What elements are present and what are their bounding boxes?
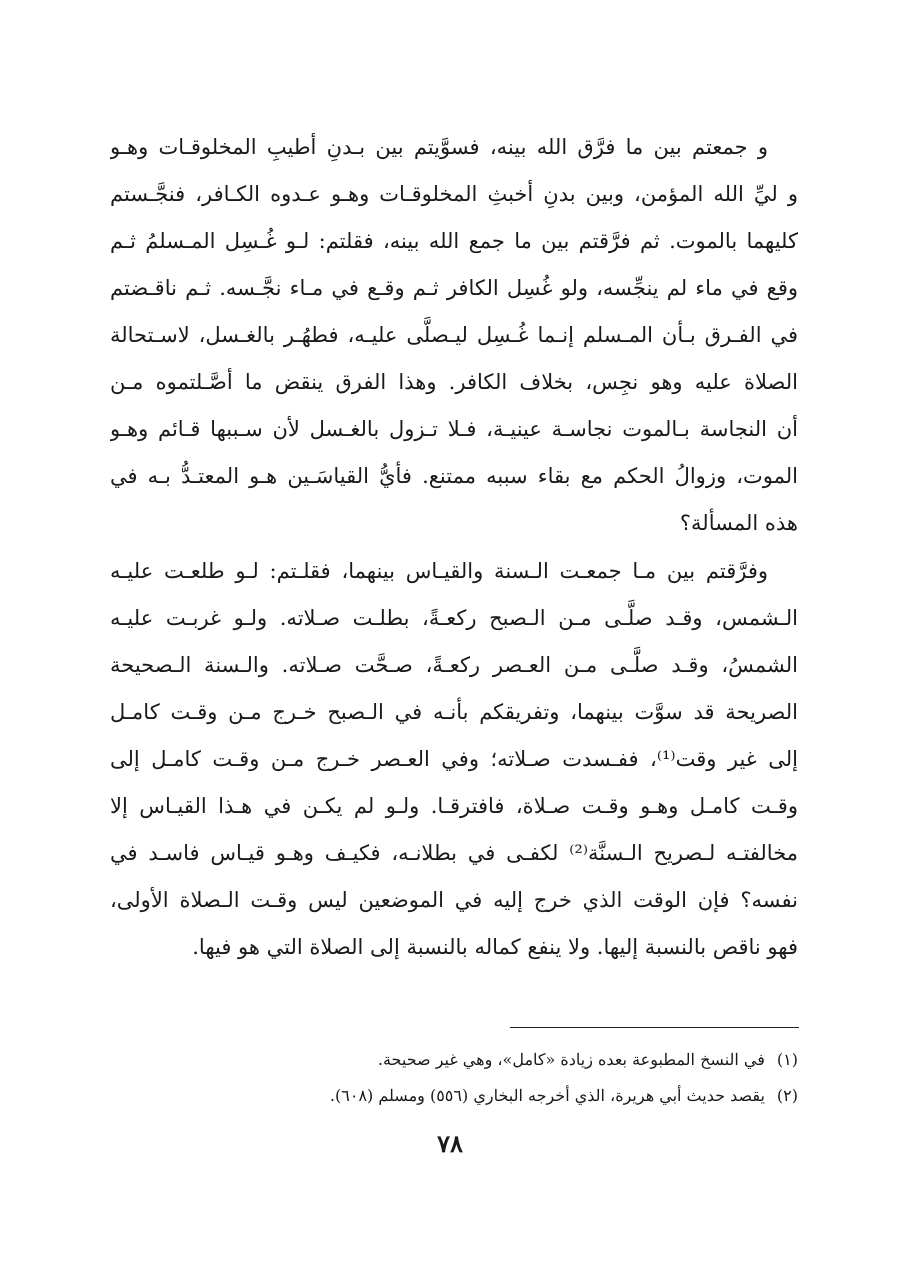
text-line: في الفـرق بـأن المـسلم إنـما غُـسِل ليـصلَّى عليـه، فطهُـر بالغـسل، لاسـتحالة bbox=[110, 323, 798, 347]
page-number: ٧٨ bbox=[437, 1129, 463, 1158]
text-line: و ليِّ الله المؤمن، وبين بدنِ أخبثِ المخلوقـات وهـو عـدوه الكـافر، فنجَّـستم bbox=[110, 182, 798, 206]
text-line: الـشمس، وقـد صلَّـى مـن الـصبح ركعـةً، بطلـت صـلاته. ولـو غربـت عليـه bbox=[110, 606, 798, 630]
paragraph-2 bbox=[110, 548, 798, 971]
text-line: أن النجاسة بـالموت نجاسـة عينيـة، فـلا تـزول بالغـسل لأن سـببها قـائم وهـو bbox=[110, 417, 798, 441]
footnote-separator bbox=[510, 1027, 799, 1028]
footnote-1 bbox=[110, 1042, 798, 1078]
text-line: الصلاة عليه وهو نجِس، بخلاف الكافر. وهذا الفرق ينقض ما أصَّـلتموه مـن bbox=[110, 370, 798, 394]
footnote-2 bbox=[110, 1078, 798, 1114]
text-line: وقـت كامـل وهـو وقـت صـلاة، فافترقـا. ولـو لم يكـن في هـذا القيـاس إلا bbox=[110, 794, 798, 818]
text-line: هذه المسألة؟ bbox=[679, 511, 798, 535]
footnote-text: في النسخ المطبوعة بعده زيادة «كامل»، وهي غير صحيحة. bbox=[377, 1050, 765, 1069]
paragraph-1 bbox=[110, 124, 798, 547]
text-line: وفرَّقتم بين مـا جمعـت الـسنة والقيـاس بينهما، فقلـتم: لـو طلعـت عليـه bbox=[110, 559, 768, 583]
text-line: كليهما بالموت. ثم فرَّقتم بين ما جمع الله بينه، فقلتم: لـو غُـسِل المـسلمُ ثـم bbox=[110, 229, 798, 253]
text-line: و جمعتم بين ما فرَّق الله بينه، فسوَّيتم بين بـدنِ أطيبِ المخلوقـات وهـو bbox=[110, 135, 768, 159]
text-line: فهو ناقص بالنسبة إليها. ولا ينفع كماله بالنسبة إلى الصلاة التي هو فيها. bbox=[192, 935, 798, 959]
footnote-number: (١) bbox=[776, 1050, 798, 1069]
footnote-number: (٢) bbox=[776, 1086, 798, 1105]
text-line: وقع في ماء لم ينجِّسه، ولو غُسِل الكافر ثـم وقـع في مـاء نجَّـسه. ثـم ناقـضتم bbox=[110, 276, 798, 300]
text-line: الموت، وزوالُ الحكم مع بقاء سببه ممتنع. فأيُّ القياسَـين هـو المعتـدُّ بـه في bbox=[110, 464, 798, 488]
text-line: الصريحة قد سوَّت بينهما، وتفريقكم بأنـه في الـصبح خـرج مـن وقـت كامـل bbox=[110, 700, 798, 724]
footnotes bbox=[110, 1042, 798, 1114]
text-line: إلى غير وقت⁽¹⁾، ففـسدت صـلاته؛ وفي العـصر خـرج مـن وقـت كامـل إلى bbox=[110, 747, 798, 771]
footnote-text: يقصد حديث أبي هريرة، الذي أخرجه البخاري (٥٥٦) ومسلم (٦٠٨). bbox=[329, 1086, 765, 1105]
text-line: مخالفتـه لـصريح الـسنَّة⁽²⁾ لكفـى في بطلانـه، فكيـف وهـو قيـاس فاسـد في bbox=[110, 841, 798, 865]
text-line: الشمسُ، وقـد صلَّـى مـن العـصر ركعـةً، صـحَّت صـلاته. والـسنة الـصحيحة bbox=[110, 653, 798, 677]
text-line: نفسه؟ فإن الوقت الذي خرج إليه في الموضعين ليس وقـت الـصلاة الأولى، bbox=[110, 888, 798, 912]
